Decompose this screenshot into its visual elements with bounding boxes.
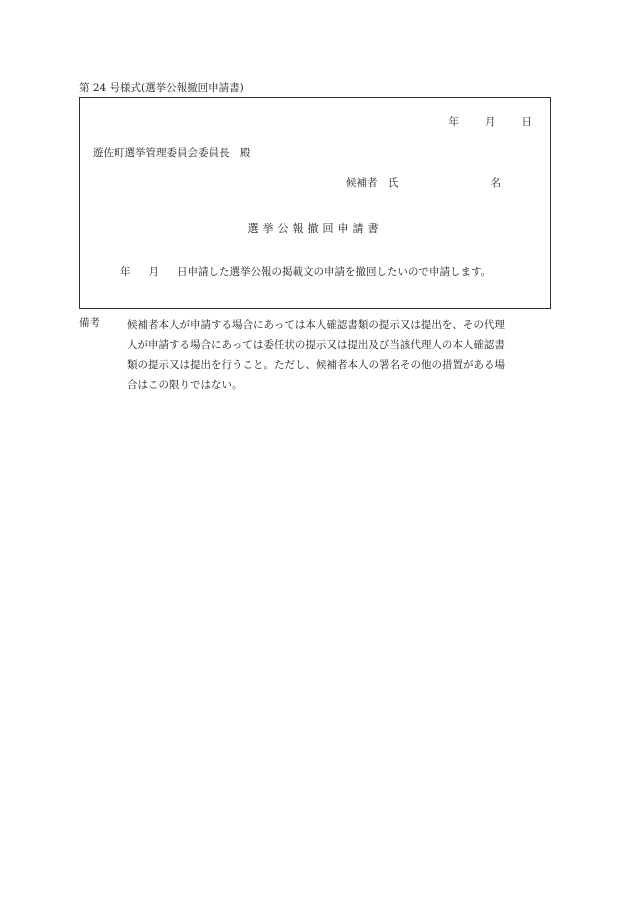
request-year-label: 年 — [120, 266, 131, 278]
application-form-box — [79, 97, 551, 309]
remarks-text — [127, 315, 553, 395]
candidate-label: 候補者 氏 — [346, 177, 399, 189]
request-month-label: 月 — [148, 266, 159, 278]
candidate-name-suffix: 名 — [490, 177, 501, 189]
remarks-line: 類の提示又は提出を行うこと。ただし、候補者本人の署名その他の措置がある場 — [127, 359, 505, 371]
remarks-line: 合はこの限りではない。 — [127, 379, 243, 391]
candidate-name-line — [346, 175, 501, 190]
remarks-line: 人が申請する場合にあっては委任状の提示又は提出及び当該代理人の本人確認書 — [127, 339, 505, 351]
remarks-label: 備考 — [79, 317, 100, 329]
request-body: 日申請した選挙公報の掲載文の申請を撤回したいので申請します。 — [177, 266, 492, 278]
document-title: 選挙公報撤回申請書 — [247, 222, 383, 235]
form-number: 第 24 号様式(選挙公報撤回申請書) — [79, 82, 244, 94]
date-line — [449, 114, 533, 129]
remarks-line: 候補者本人が申請する場合にあっては本人確認書類の提示又は提出を、その代理 — [127, 319, 505, 331]
date-year-label: 年 — [448, 116, 459, 128]
date-day-label: 日 — [521, 116, 532, 128]
addressee: 遊佐町選挙管理委員会委員長 殿 — [93, 147, 251, 159]
date-month-label: 月 — [485, 116, 496, 128]
request-statement — [120, 264, 491, 279]
